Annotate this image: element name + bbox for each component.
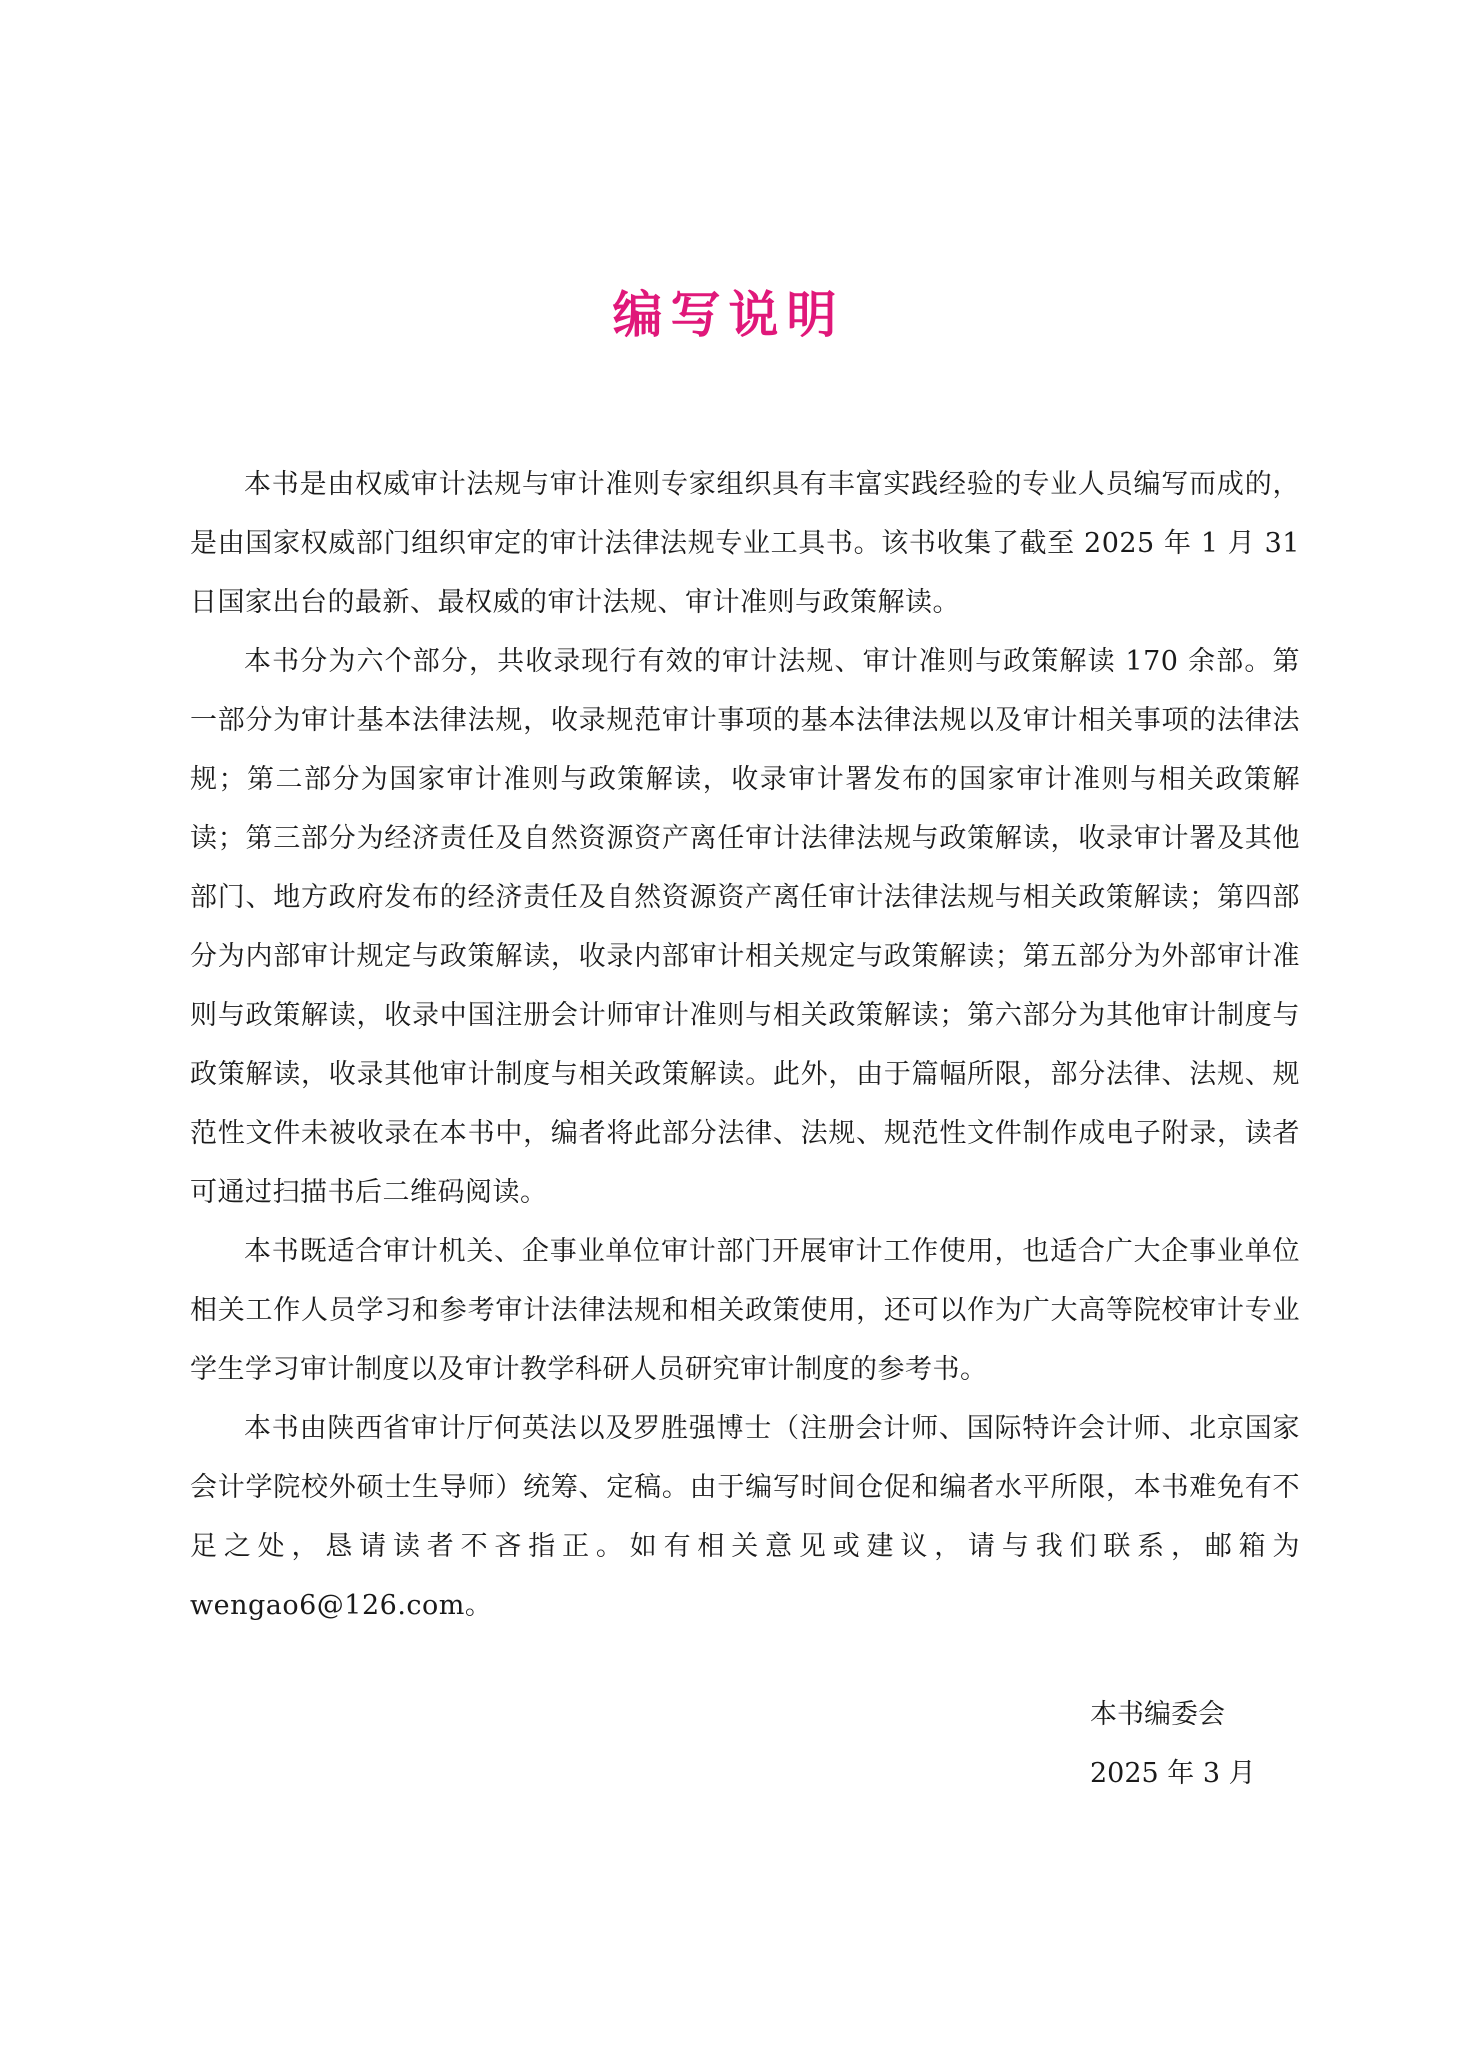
page-title: 编写说明: [612, 286, 845, 344]
paragraph-3: 本书既适合审计机关、企事业单位审计部门开展审计工作使用，也适合广大企事业单位相关工作人员学习和参考审计法律法规和相关政策使用，还可以作为广大高等院校审计专业学生学习审计制度以及审计教学科研人员研究审计制度的参考书。: [190, 1236, 1300, 1385]
signature-block: [1090, 1685, 1350, 1803]
paragraph-1: 本书是由权威审计法规与审计准则专家组织具有丰富实践经验的专业人员编写而成的，是由国家权威部门组织审定的审计法律法规专业工具书。该书收集了截至 2025 年 1 月 31 日国家出台的最新、最权威的审计法规、审计准则与政策解读。: [190, 469, 1300, 618]
paragraph-4: 本书由陕西省审计厅何英法以及罗胜强博士（注册会计师、国际特许会计师、北京国家会计学院校外硕士生导师）统筹、定稿。由于编写时间仓促和编者水平所限，本书难免有不足之处，恳请读者不吝指正。如有相关意见或建议，请与我们联系，邮箱为 wengao6@126.com。: [190, 1413, 1300, 1621]
body-text: [190, 455, 1300, 1635]
signature-author: 本书编委会: [1090, 1699, 1225, 1730]
signature-date: 2025 年 3 月: [1090, 1758, 1256, 1789]
paragraph-2: 本书分为六个部分，共收录现行有效的审计法规、审计准则与政策解读 170 余部。第一部分为审计基本法律法规，收录规范审计事项的基本法律法规以及审计相关事项的法律法规；第二部分为国家审计准则与政策解读，收录审计署发布的国家审计准则与相关政策解读；第三部分为经济责任及自然资源资产离任审计法律法规与政策解读，收录审计署及其他部门、地方政府发布的经济责任及自然资源资产离任审计法律法规与相关政策解读；第四部分为内部审计规定与政策解读，收录内部审计相关规定与政策解读；第五部分为外部审计准则与政策解读，收录中国注册会计师审计准则与相关政策解读；第六部分为其他审计制度与政策解读，收录其他审计制度与相关政策解读。此外，由于篇幅所限，部分法律、法规、规范性文件未被收录在本书中，编者将此部分法律、法规、规范性文件制作成电子附录，读者可通过扫描书后二维码阅读。: [190, 646, 1300, 1208]
